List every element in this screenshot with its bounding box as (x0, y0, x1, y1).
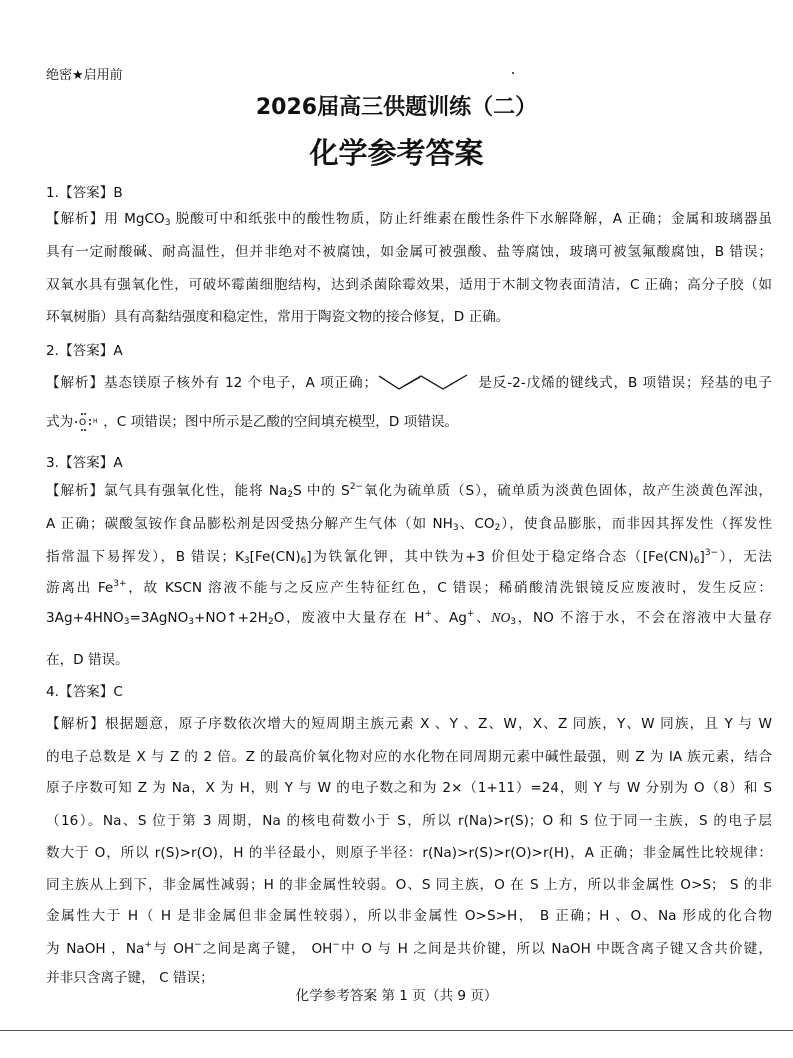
text-run: ，故 KSCN 溶液不能与之反应产生特征红色，C 错误；稀硝酸清洗银镜反应废液时，发生反应： (126, 580, 772, 596)
text-run: 与 OH (151, 941, 195, 957)
superscript: + (144, 940, 152, 950)
text-run: A 正确；碳酸氢铵作食品膨松剂是因受热分解产生气体（如 NH (46, 516, 453, 532)
explanation-line (46, 650, 772, 670)
text-run: （16）。Na、S 位于第 3 周期，Na 的核电荷数小于 S，所以 r(Na)>r(S)；O 和 S 位于同一主族，S 的电子层 (46, 813, 772, 829)
text-run: 之间是离子键， OH (201, 941, 333, 957)
text-run: 【解析】氯气具有强氧化性，能将 Na (46, 483, 288, 499)
subscript: 3 (188, 617, 195, 627)
document-subtitle: 化学参考答案 (309, 136, 484, 170)
superscript: 3− (704, 548, 719, 558)
text-run: ，NO 不溶于水，不会在溶液中大量存 (516, 610, 772, 626)
text-run: [Fe(CN) (249, 549, 301, 565)
hydroxyl-electron-formula (73, 414, 103, 430)
text-run: 中 O 与 H 之间是共价键，所以 NaOH 中既含离子键又含共价键， (339, 941, 772, 957)
explanation-line (46, 307, 772, 327)
subscript: 6 (693, 556, 700, 566)
explanation-line (46, 514, 772, 534)
explanation-line (46, 811, 772, 831)
explanation-line (46, 209, 772, 229)
explanation-line (46, 372, 772, 392)
text-run: 在，D 错误。 (46, 652, 129, 668)
subscript: 3 (164, 218, 171, 228)
hydrogen-symbol: H (93, 418, 98, 425)
text-run: 环氧树脂）具有高黏结强度和稳定性，常用于陶瓷文物的接合修复，D 正确。 (46, 309, 510, 325)
subscript: 2 (494, 523, 501, 533)
text-run: 金属性大于 H（ H 是非金属但非金属性较弱），所以非金属性 O>S>H， B 正确；H 、O、Na 形成的化合物 (46, 908, 772, 924)
confidential-label: 绝密★启用前 (46, 68, 123, 83)
exam-title: 2026届高三供题训练（二） (255, 95, 538, 120)
nitrate-formula: NO (491, 610, 511, 625)
text-run: 、Ag (432, 610, 467, 626)
text-run: 是反-2-戊烯的键线式，B 项错误；羟基的电子 (473, 375, 772, 391)
explanation-line (46, 578, 772, 598)
text-run: 【解析】基态镁原子核外有 12 个电子，A 项正确； (46, 375, 378, 391)
text-run: O，废液中大量存在 H (273, 610, 425, 626)
explanation-line (46, 242, 772, 262)
explanation-line (46, 275, 772, 295)
page-footer: 化学参考答案 第 1 页（共 9 页） (295, 988, 498, 1004)
superscript: 2− (349, 482, 364, 492)
text-run: ，C 项错误；图中所示是乙酸的空间填充模型，D 项错误。 (103, 414, 459, 430)
text-run: ]为铁氰化钾，其中铁为+3 价但处于稳定络合态（[Fe(CN) (306, 549, 694, 565)
subscript: 3 (123, 617, 130, 627)
explanation-line (46, 481, 772, 501)
text-run: 式为 (46, 414, 74, 430)
answer-heading: 1.【答案】B (46, 185, 123, 201)
text-run: ），无法 (718, 549, 772, 565)
text-run: 游离出 Fe (46, 580, 114, 596)
text-run: 为 NaOH ，Na (46, 941, 145, 957)
text-run: 【解析】根据题意，原子序数依次增大的短周期主族元素 X 、Y 、Z、W，X、Z 同族，Y、W 同族，且 Y 与 W (46, 716, 772, 732)
superscript: + (424, 609, 433, 619)
explanation-line (46, 608, 772, 628)
superscript: − (194, 940, 202, 950)
explanation-line (46, 411, 772, 433)
stray-dot (512, 72, 514, 74)
text-run: S 中的 S (293, 483, 350, 499)
text-run: +NO↑+2H (194, 610, 268, 626)
superscript: − (332, 940, 340, 950)
page-bottom-rule (0, 1030, 793, 1031)
superscript: + (466, 609, 475, 619)
text-run: 3Ag+4HNO (46, 610, 124, 626)
subscript: 6 (300, 556, 307, 566)
explanation-line (46, 747, 772, 767)
answer-heading: 2.【答案】A (46, 343, 123, 359)
explanation-line (46, 714, 772, 734)
subscript: 2 (267, 617, 274, 627)
explanation-line (46, 547, 772, 567)
text-run: 氧化为硫单质（S），硫单质为淡黄色固体，故产生淡黄色浑浊， (363, 483, 772, 499)
answer-heading: 4.【答案】C (46, 684, 123, 700)
text-run: 指常温下易挥发），B 错误；K (46, 549, 244, 565)
answer-heading: 3.【答案】A (46, 455, 123, 471)
subscript: 3 (452, 523, 459, 533)
oxygen-symbol: O (79, 418, 87, 428)
subscript: 3 (510, 617, 517, 627)
text-run: 原子序数可知 Z 为 Na，X 为 H，则 Y 与 W 的电子数之和为 2×（1+11）=24，则 Y 与 W 分别为 O（8）和 S (46, 780, 772, 796)
explanation-line (46, 843, 772, 863)
text-run: 脱酸可中和纸张中的酸性物质，防止纤维素在酸性条件下水解降解，A 正确；金属和玻璃器虽 (170, 211, 772, 227)
text-run: =3AgNO (129, 610, 189, 626)
text-run: 数大于 O，所以 r(S)>r(O)，H 的半径最小，则原子半径：r(Na)>r(S)>r(O)>r(H)，A 正确；非金属性比较规律： (46, 845, 772, 861)
text-run: 、CO (458, 516, 495, 532)
text-run: 的电子总数是 X 与 Z 的 2 倍。Z 的最高价氧化物对应的水化物在同周期元素中碱性最强，则 Z 为 IA 族元素，结合 (46, 749, 772, 765)
text-run: 、 (474, 610, 492, 626)
text-run: ），使食品膨胀，而非因其挥发性（挥发性 (500, 516, 772, 532)
text-run: 具有一定耐酸碱、耐高温性，但并非绝对不被腐蚀，如金属可被强酸、盐等腐蚀，玻璃可被氢氟酸腐蚀，B 错误； (46, 244, 772, 260)
explanation-line (46, 906, 772, 926)
explanation-line (46, 939, 772, 959)
subscript: 3 (243, 556, 250, 566)
superscript: 3+ (113, 579, 127, 589)
text-run: 双氧水具有强氧化性，可破坏霉菌细胞结构，达到杀菌除霉效果，适用于木制文物表面清洁，C 正确；高分子胶（如 (46, 277, 772, 293)
text-run: 同主族从上到下，非金属性减弱；H 的非金属性较弱。O、S 同主族，O 在 S 上方，所以非金属性 O>S； S 的非 (46, 877, 772, 893)
subscript: 2 (287, 490, 294, 500)
text-run: ] (699, 549, 705, 565)
text-run: 【解析】用 MgCO (46, 211, 165, 227)
explanation-line (46, 875, 772, 895)
text-run: 并非只含离子键， C 错误； (46, 970, 214, 986)
explanation-line (46, 778, 772, 798)
pentene-skeletal-formula (377, 375, 473, 391)
